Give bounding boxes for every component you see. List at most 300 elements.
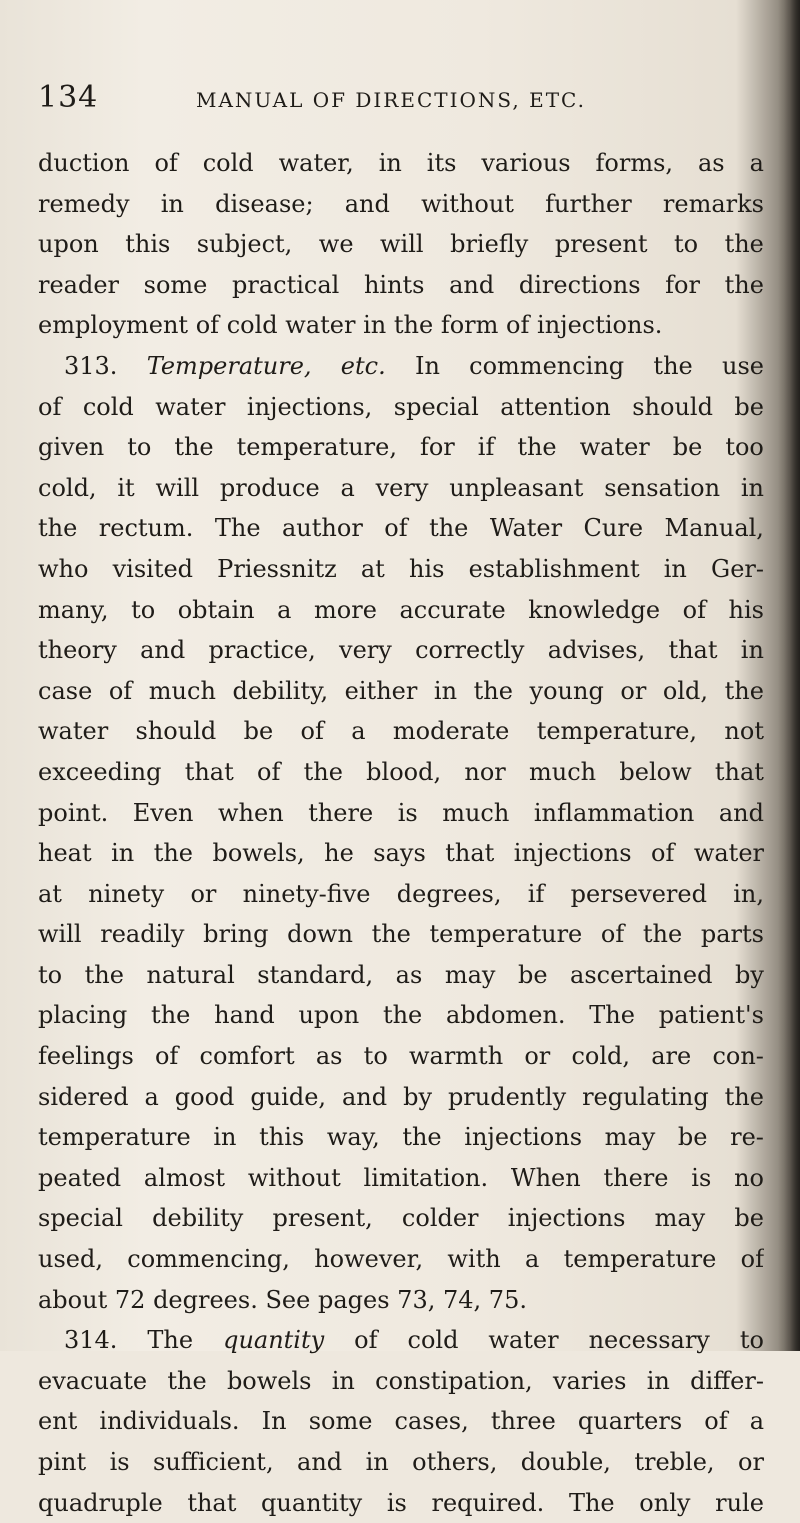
text-line [38,752,764,793]
word: in [663,554,687,583]
text-line [38,1077,764,1118]
word: injections. [537,311,663,340]
word: prudently [447,1082,567,1111]
word: advises, [547,636,646,665]
text-line [38,1320,764,1361]
text-line [38,468,764,509]
word: temperature [38,1123,191,1152]
word: and [344,189,390,218]
word: quarters [577,1407,683,1436]
word: placing [38,1001,128,1030]
word: the [517,433,557,462]
word: water, [278,149,354,177]
text-line [38,1198,764,1239]
word: and [449,270,495,299]
word: in [111,839,135,868]
word: regulating [582,1082,709,1111]
text-line [38,427,764,468]
word: to [674,230,699,259]
word: in [646,1366,670,1395]
word: quantity [261,1488,363,1517]
word: some [143,270,208,299]
text-line [38,1280,764,1321]
word: the [724,676,764,705]
word: is [109,1448,130,1476]
word: the [38,514,78,543]
text-line [38,305,764,346]
word: or [524,1042,551,1071]
word: his [728,595,764,624]
word: we [318,230,354,259]
word: abdomen. [446,1001,566,1030]
word: cold [226,311,278,340]
word: of [257,757,281,786]
word: Priessnitz [217,554,337,583]
word: Ger- [711,554,764,583]
word: be [734,1204,764,1233]
word: down [287,920,353,949]
word: much [529,757,597,786]
word: treble, [634,1448,715,1476]
word: 75. [488,1285,527,1314]
word: for [665,270,700,299]
text-line [38,143,764,184]
running-head [38,80,758,124]
word: however, [314,1245,424,1274]
word: in [160,189,184,218]
text-line [38,508,764,549]
word: produce [219,473,320,502]
word: rectum. [98,514,194,543]
word: may [654,1204,706,1233]
word: may [604,1123,656,1152]
word: and [297,1448,343,1476]
word: way, [326,1123,380,1152]
text-line [38,1361,764,1402]
word: ent [38,1407,78,1436]
word: upon [298,1001,360,1030]
word: cold [82,392,134,421]
word: this [259,1123,305,1152]
word: reader [38,270,120,299]
word: without [421,189,514,218]
word: with [447,1245,501,1274]
word: forms, [595,149,674,177]
word: the [402,1123,442,1152]
word: without [247,1163,341,1192]
text-line [38,1239,764,1280]
word: young [529,676,604,705]
word: in [433,676,458,705]
word: in [740,473,764,502]
word: by [734,960,764,989]
word: parts [700,920,764,949]
word: required. [431,1488,545,1517]
word: used, [38,1245,103,1274]
word: of [154,1042,179,1071]
word: a [749,1407,764,1436]
word: present [554,230,648,259]
word: ninety-five [242,879,371,908]
word: at [38,879,62,908]
word: the [473,676,513,705]
word: blood, [366,757,442,786]
word: heat [38,839,92,868]
word: will [155,473,200,502]
word: nor [464,757,506,786]
word: pint [38,1448,87,1476]
word: in [740,636,764,665]
word: case [38,676,93,705]
word: if [527,879,545,908]
word: of [354,1326,378,1355]
word: almost [143,1163,226,1192]
word: correctly [415,636,525,665]
page-number: 134 [38,80,99,115]
word: be [734,392,764,421]
word: remarks [662,189,764,218]
word: accurate [399,595,506,624]
word: very [375,473,429,502]
word: that [187,1488,237,1517]
word: given [38,433,105,462]
word: natural [146,960,235,989]
word: of [384,514,408,543]
word: the [653,351,693,380]
word: commencing [469,351,625,380]
text-line [38,793,764,834]
word: temperature, [536,717,698,746]
word: guide, [250,1082,327,1111]
word: disease; [215,189,314,218]
word: in [213,1123,237,1152]
word: injections [464,1123,583,1152]
word: the [724,270,764,299]
word: the [642,920,683,949]
word: bowels, [212,839,305,868]
word: 72 [114,1285,146,1314]
word: constipation, [375,1366,533,1395]
word: to [739,1326,764,1355]
word: The [589,1001,635,1030]
word: some [308,1407,373,1436]
word: below [619,757,692,786]
word: attention [500,392,611,421]
word: the [84,960,124,989]
word: should [632,392,713,421]
word: should [135,717,217,746]
word: cold, [38,473,97,502]
word: water [579,433,650,462]
word: Cure [583,514,644,543]
word: water [488,1326,559,1355]
word: in [363,311,387,340]
word: the [371,920,411,949]
word: and [140,636,186,665]
word: hints [363,270,425,299]
word: See [265,1285,311,1314]
word: cold [202,149,254,177]
word: 74, [442,1285,482,1314]
text-line [38,671,764,712]
word: the [167,1366,207,1395]
word: limitation. [363,1163,489,1192]
running-title: MANUAL OF DIRECTIONS, ETC. [196,88,586,112]
word: by [403,1082,432,1111]
word: Water [489,514,563,543]
word: of [740,1245,764,1274]
word: and [342,1082,388,1111]
word: very [339,636,392,665]
text-line [38,1401,764,1442]
word: evacuate [38,1366,148,1395]
word: comfort [199,1042,295,1071]
word: his [408,554,445,583]
word: bring [203,920,269,949]
word: or [190,879,217,908]
word: duction [38,149,130,177]
word: of [651,839,675,868]
text-line [38,1117,764,1158]
word: a [144,1082,159,1111]
word: degrees. [153,1285,258,1314]
word: practical [231,270,340,299]
word: theory [38,636,117,665]
word: water [155,392,226,421]
text-line [38,833,764,874]
word: injections, [246,392,373,421]
text-line [38,914,764,955]
word: may [444,960,496,989]
word: will [38,920,82,949]
word: a [340,473,355,502]
word: form [440,311,499,340]
word: be [517,960,548,989]
word: to [127,433,152,462]
word: is [386,1488,407,1517]
word: that [668,636,718,665]
word: exceeding [38,757,162,786]
word: practice, [208,636,316,665]
word: that [714,757,764,786]
word: is [691,1163,712,1192]
word: of [154,149,178,177]
text-line [38,955,764,996]
word: con- [712,1042,764,1071]
word: upon [38,230,99,259]
word: hand [214,1001,275,1030]
text-line [38,630,764,671]
word: ascertained [570,960,713,989]
word: in [365,1448,389,1476]
word: he [324,839,354,868]
word: peated [38,1163,122,1192]
word: colder [401,1204,479,1233]
word: commencing, [127,1245,290,1274]
word: establishment [468,554,640,583]
word: the [393,311,434,340]
word: that [445,839,495,868]
word: injections [507,1204,626,1233]
word: quadruple [38,1488,163,1517]
word: either [344,676,418,705]
word: that [184,757,234,786]
word: the [151,1001,191,1030]
word: etc. [340,351,386,380]
word: persevered [570,879,707,908]
word: special [38,1204,123,1233]
word: The [214,514,261,543]
word: obtain [177,595,255,624]
word: subject, [196,230,293,259]
word: sensation [604,473,721,502]
word: Temperature, [146,351,312,380]
word: patient's [658,1001,764,1030]
word: inflammation [533,798,695,827]
word: bowels [226,1366,312,1395]
word: varies [552,1366,627,1395]
word: 314. [64,1326,118,1355]
word: to [363,1042,388,1071]
word: cases, [394,1407,469,1436]
word: In [414,351,440,380]
word: When [510,1163,581,1192]
word: others, [412,1448,498,1476]
word: temperature, [236,433,397,462]
word: standard, [257,960,374,989]
word: more [314,595,377,624]
word: pages [317,1285,390,1314]
word: no [734,1163,764,1192]
word: the [303,757,343,786]
word: individuals. [99,1407,240,1436]
word: of [108,676,133,705]
word: to [131,595,156,624]
word: cold [407,1326,459,1355]
word: is [397,798,418,827]
word: much [442,798,510,827]
word: briefly [450,230,529,259]
word: present, [272,1204,373,1233]
word: a [351,717,366,746]
word: old, [662,676,709,705]
text-line [38,1442,764,1483]
word: its [426,149,457,177]
word: water [38,717,109,746]
word: many, [38,595,109,624]
word: be [243,717,274,746]
word: of [195,311,220,340]
word: quantity [223,1326,325,1355]
word: knowledge [528,595,661,624]
text-line [38,711,764,752]
text-line [38,346,764,387]
word: the [724,230,764,259]
word: of [38,392,62,421]
word: debility, [232,676,329,705]
word: of [506,311,530,340]
word: the [382,1001,423,1030]
word: will [380,230,424,259]
word: readily [100,920,185,949]
word: too [725,433,764,462]
word: says [373,839,426,868]
word: who [38,554,89,583]
word: the [153,839,194,868]
page-edge-shadow [778,0,800,1351]
word: as [698,149,725,177]
word: further [545,189,632,218]
word: not [724,717,764,746]
word: re- [730,1123,764,1152]
word: unpleasant [449,473,584,502]
word: this [125,230,171,259]
text-line [38,549,764,590]
word: in [378,149,402,177]
word: the [429,514,469,543]
word: about [38,1285,108,1314]
word: temperature [563,1245,717,1274]
text-line [38,995,764,1036]
body-text [38,143,764,1523]
word: or [620,676,647,705]
word: necessary [588,1326,710,1355]
word: temperature [429,920,583,949]
word: moderate [392,717,510,746]
word: of [704,1407,728,1436]
text-line [38,1036,764,1077]
word: directions [518,270,641,299]
word: there [603,1163,669,1192]
word: the [174,433,214,462]
word: cold, [571,1042,631,1071]
word: The [568,1488,615,1517]
text-line [38,874,764,915]
word: and [718,798,764,827]
word: visited [112,554,194,583]
word: ninety [88,879,165,908]
word: for [419,433,455,462]
word: author [282,514,363,543]
word: of [300,717,324,746]
word: the [724,1082,764,1111]
word: in, [733,879,764,908]
text-line [38,590,764,631]
word: to [38,960,63,989]
text-line [38,387,764,428]
word: degrees, [396,879,502,908]
text-line [38,1483,764,1523]
word: water [285,311,356,340]
word: Even [132,798,194,827]
text-line [38,224,764,265]
word: injections [513,839,632,868]
word: as [315,1042,343,1071]
word: The [147,1326,194,1355]
word: remedy [38,189,130,218]
word: be [677,1123,708,1152]
word: good [174,1082,235,1111]
word: much [148,676,216,705]
word: in [331,1366,355,1395]
text-line [38,265,764,306]
word: employment [38,311,189,340]
word: as [395,960,423,989]
word: sidered [38,1082,129,1111]
word: if [477,433,495,462]
word: water [693,839,764,868]
word: debility [152,1204,244,1233]
